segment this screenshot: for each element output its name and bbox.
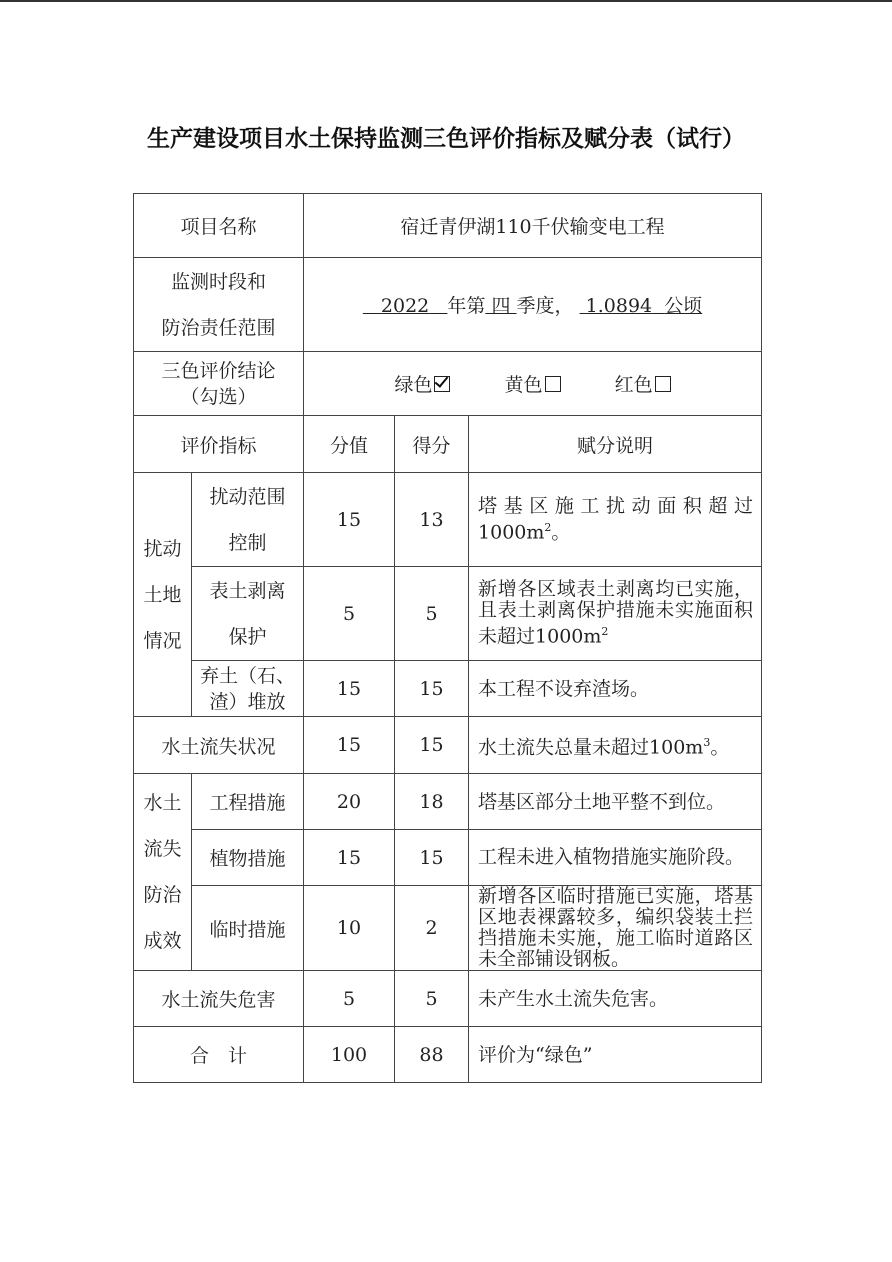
group-prevention-line2: 流失 bbox=[143, 838, 182, 860]
conclusion-row bbox=[134, 352, 762, 416]
score-cell: 15 bbox=[395, 717, 469, 774]
score-cell: 15 bbox=[395, 661, 469, 717]
indicator-name: 水土流失状况 bbox=[134, 717, 304, 774]
group-prevention-line3: 防治 bbox=[143, 884, 182, 906]
score-cell: 2 bbox=[395, 886, 469, 971]
full-score-cell: 15 bbox=[304, 830, 395, 886]
period-value bbox=[304, 258, 762, 352]
evaluation-table bbox=[133, 193, 762, 1083]
table-row bbox=[134, 886, 762, 971]
indicator-name-line1: 扰动范围 bbox=[209, 485, 286, 508]
period-year-suffix: 年第 bbox=[447, 295, 486, 317]
period-area: 1.0894 公顷 bbox=[585, 295, 703, 317]
period-quarter: 四 bbox=[491, 295, 511, 317]
total-explanation: 评价为“绿色” bbox=[469, 1027, 762, 1083]
header-row bbox=[134, 416, 762, 473]
indicator-name bbox=[192, 661, 304, 717]
full-score-cell: 15 bbox=[304, 661, 395, 717]
score-cell: 18 bbox=[395, 774, 469, 830]
indicator-name bbox=[192, 567, 304, 661]
indicator-name-line2: 保护 bbox=[228, 625, 267, 648]
period-quarter-suffix: 季度， bbox=[516, 295, 574, 317]
group-prevention-line4: 成效 bbox=[143, 930, 182, 952]
checkbox-empty-icon[interactable] bbox=[655, 376, 671, 392]
header-full-score: 分值 bbox=[304, 416, 395, 473]
indicator-name: 植物措施 bbox=[192, 830, 304, 886]
header-score: 得分 bbox=[395, 416, 469, 473]
total-full-score: 100 bbox=[304, 1027, 395, 1083]
explanation-cell: 工程未进入植物措施实施阶段。 bbox=[469, 830, 762, 886]
table-row bbox=[134, 971, 762, 1027]
group-disturbance-line1: 扰动 bbox=[143, 537, 182, 560]
indicator-name: 水土流失危害 bbox=[134, 971, 304, 1027]
score-cell: 5 bbox=[395, 971, 469, 1027]
project-value: 宿迁青伊湖110千伏输变电工程 bbox=[304, 194, 762, 258]
indicator-name-line2: 控制 bbox=[228, 531, 267, 554]
option-red[interactable]: 红色 bbox=[615, 370, 671, 397]
full-score-cell: 5 bbox=[304, 567, 395, 661]
header-explanation: 赋分说明 bbox=[469, 416, 762, 473]
table-row bbox=[134, 717, 762, 774]
indicator-name: 临时措施 bbox=[192, 886, 304, 971]
conclusion-label-line2: （勾选） bbox=[180, 385, 257, 408]
group-prevention bbox=[134, 774, 192, 971]
total-score: 88 bbox=[395, 1027, 469, 1083]
indicator-name-line1: 表土剥离 bbox=[209, 579, 286, 602]
explanation-cell: 塔基区部分土地平整不到位。 bbox=[469, 774, 762, 830]
group-disturbance bbox=[134, 473, 192, 717]
indicator-name-line2: 渣）堆放 bbox=[209, 690, 286, 713]
conclusion-label bbox=[134, 352, 304, 416]
full-score-cell: 10 bbox=[304, 886, 395, 971]
full-score-cell: 15 bbox=[304, 473, 395, 567]
conclusion-label-line1: 三色评价结论 bbox=[161, 359, 276, 382]
top-border-line bbox=[0, 0, 892, 2]
full-score-cell: 15 bbox=[304, 717, 395, 774]
option-yellow[interactable]: 黄色 bbox=[505, 370, 561, 397]
table-row bbox=[134, 567, 762, 661]
project-row bbox=[134, 194, 762, 258]
table-row bbox=[134, 473, 762, 567]
table-row bbox=[134, 774, 762, 830]
indicator-name-line1: 弃土（石、 bbox=[200, 664, 296, 687]
explanation-cell: 本工程不设弃渣场。 bbox=[469, 661, 762, 717]
full-score-cell: 20 bbox=[304, 774, 395, 830]
explanation-cell: 新增各区域表土剥离均已实施，且表土剥离保护措施未实施面积未超过$1000m^2$ bbox=[469, 567, 762, 661]
indicator-name bbox=[192, 473, 304, 567]
table-row bbox=[134, 830, 762, 886]
table-row bbox=[134, 661, 762, 717]
option-green[interactable]: 绿色 bbox=[394, 370, 450, 397]
indicator-name: 工程措施 bbox=[192, 774, 304, 830]
explanation-cell: 新增各区临时措施已实施，塔基区地表裸露较多，编织袋装土拦挡措施未实施，施工临时道路区未全部铺设钢板。 bbox=[469, 886, 762, 971]
group-prevention-line1: 水土 bbox=[143, 792, 182, 814]
conclusion-options bbox=[304, 352, 762, 416]
checkbox-checked-icon[interactable] bbox=[434, 376, 450, 392]
period-label bbox=[134, 258, 304, 352]
period-row bbox=[134, 258, 762, 352]
score-cell: 15 bbox=[395, 830, 469, 886]
total-label: 合 计 bbox=[134, 1027, 304, 1083]
explanation-cell: 未产生水土流失危害。 bbox=[469, 971, 762, 1027]
project-label: 项目名称 bbox=[134, 194, 304, 258]
page-title: 生产建设项目水土保持监测三色评价指标及赋分表（试行） bbox=[147, 126, 745, 152]
group-disturbance-line3: 情况 bbox=[143, 629, 182, 652]
score-cell: 5 bbox=[395, 567, 469, 661]
period-year: 2022 bbox=[380, 295, 430, 317]
period-label-line2: 防治责任范围 bbox=[161, 316, 276, 339]
checkbox-empty-icon[interactable] bbox=[545, 376, 561, 392]
header-indicator: 评价指标 bbox=[134, 416, 304, 473]
period-label-line1: 监测时段和 bbox=[171, 270, 267, 293]
total-row bbox=[134, 1027, 762, 1083]
group-disturbance-line2: 土地 bbox=[143, 583, 182, 606]
explanation-cell: 塔基区施工扰动面积超过$1000m^2$。 bbox=[469, 473, 762, 567]
full-score-cell: 5 bbox=[304, 971, 395, 1027]
score-cell: 13 bbox=[395, 473, 469, 567]
explanation-cell: 水土流失总量未超过$100m^3$。 bbox=[469, 717, 762, 774]
